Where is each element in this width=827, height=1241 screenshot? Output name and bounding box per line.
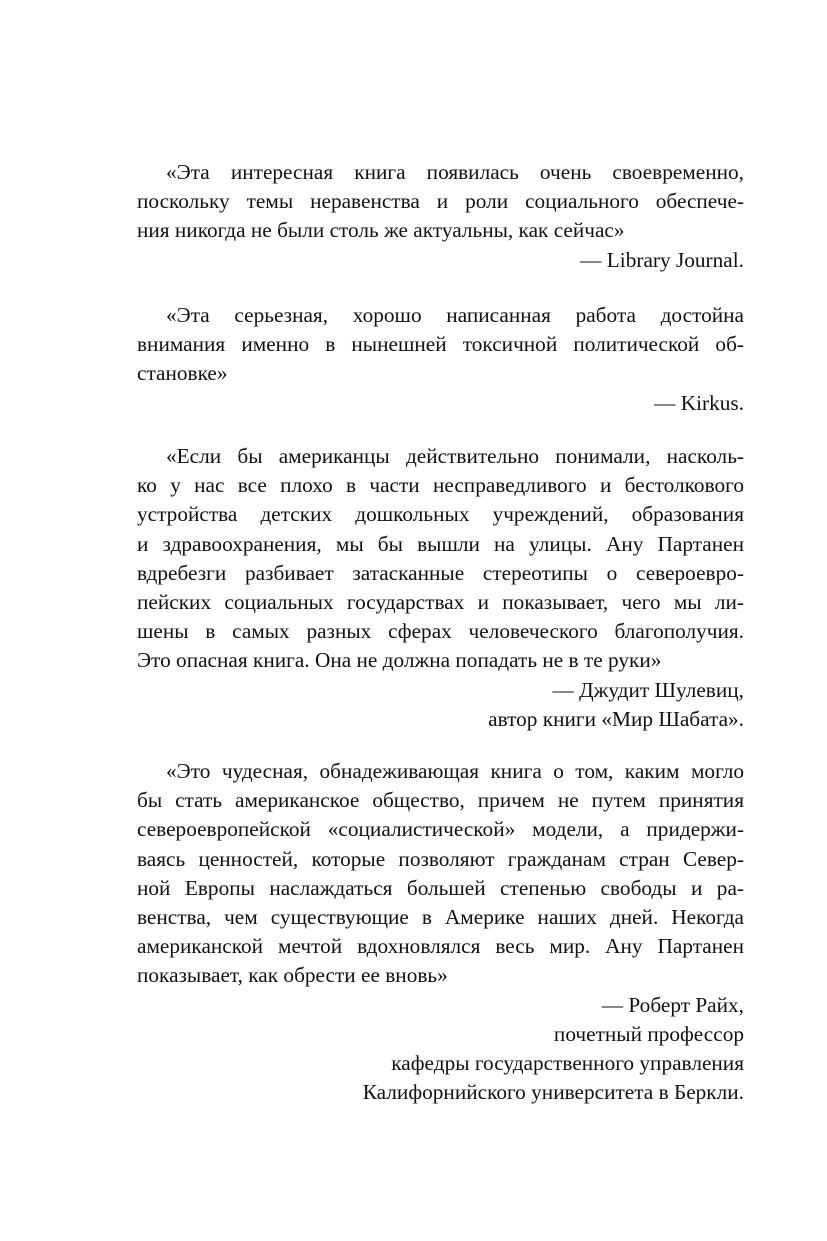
- quote-line: ко у нас все плохо в части несправедливого и бестолкового: [137, 473, 744, 498]
- quote-line: североевропейской «социалистической» модели, а придержи-: [137, 817, 744, 842]
- quote-line: показывает, как обрести ее вновь»: [137, 963, 448, 988]
- quote-line: Это опасная книга. Она не должна попадать не в те руки»: [137, 648, 662, 673]
- quote-line: и здравоохранения, мы бы вышли на улицы. Ану Партанен: [137, 531, 744, 556]
- quote-attribution: — Джудит Шулевиц,: [552, 677, 744, 702]
- quote-attribution: — Kirkus.: [654, 390, 744, 415]
- quote-line: «Если бы американцы действительно понимали, насколь-: [166, 444, 744, 468]
- quote-attribution: Калифорнийского университета в Беркли.: [362, 1080, 744, 1105]
- quote-attribution: — Library Journal.: [580, 247, 744, 272]
- review-quote-reich: [137, 757, 744, 1107]
- quote-line: устройства детских дошкольных учреждений, образования: [137, 502, 744, 527]
- quote-attribution: автор книги «Мир Шабата».: [488, 706, 744, 731]
- review-quote-shulevitz: [137, 442, 744, 734]
- quote-line: внимания именно в нынешней токсичной политической об-: [137, 332, 744, 357]
- quote-attribution: — Роберт Райх,: [601, 992, 744, 1017]
- quote-line: «Это чудесная, обнадеживающая книга о том, каким могло: [166, 759, 744, 783]
- quote-line: ваясь ценностей, которые позволяют гражданам стран Север-: [137, 846, 744, 871]
- quote-line: «Эта интересная книга появилась очень своевременно,: [166, 160, 744, 184]
- quote-line: становке»: [137, 361, 228, 386]
- review-quote-kirkus: [137, 301, 744, 418]
- quote-attribution: почетный профессор: [553, 1021, 744, 1046]
- quote-line: бы стать американское общество, причем не путем принятия: [137, 788, 744, 813]
- quote-line: шены в самых разных сферах человеческого благополучия.: [137, 619, 744, 644]
- quote-line: ния никогда не были столь же актуальны, как сейчас»: [137, 218, 625, 243]
- quote-line: «Эта серьезная, хорошо написанная работа достойна: [166, 303, 744, 327]
- quote-line: вдребезги разбивает затасканные стереотипы о североевро-: [137, 560, 744, 585]
- quote-attribution: кафедры государственного управления: [391, 1050, 744, 1075]
- review-quote-library-journal: [137, 158, 744, 275]
- quote-line: поскольку темы неравенства и роли социального обеспече-: [137, 189, 744, 214]
- quote-line: ной Европы наслаждаться большей степенью свободы и ра-: [137, 875, 744, 900]
- quote-line: американской мечтой вдохновлялся весь мир. Ану Партанен: [137, 934, 744, 959]
- quote-line: пейских социальных государствах и показывает, чего мы ли-: [137, 589, 744, 614]
- quote-line: венства, чем существующие в Америке наших дней. Некогда: [137, 904, 744, 929]
